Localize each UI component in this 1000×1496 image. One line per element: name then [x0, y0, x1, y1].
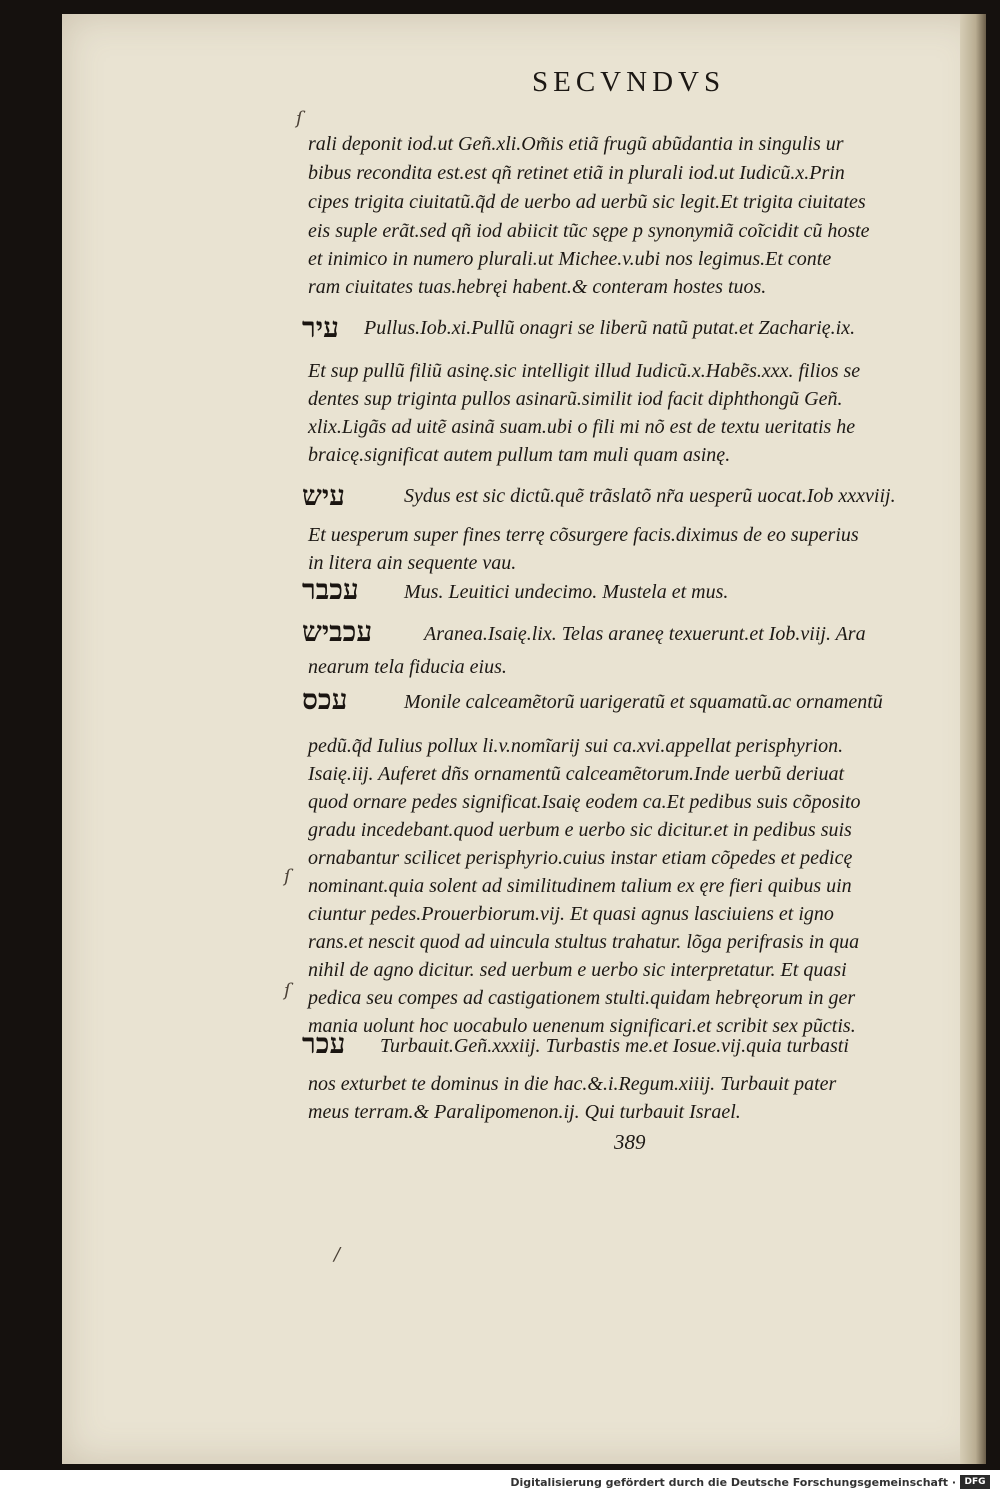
hebrew-headword: עכבר	[302, 573, 359, 606]
text-line: ram ciuitates tuas.hebręi habent.& conteram hostes tuos.	[308, 276, 767, 298]
dfg-logo: DFG	[960, 1475, 990, 1489]
hebrew-headword: עיש	[302, 479, 346, 512]
text-line: nearum tela fiducia eius.	[308, 656, 507, 678]
text-line: in litera ain sequente vau.	[308, 552, 517, 574]
text-line: gradu incedebant.quod uerbum e uerbo sic dicitur.et in pedibus suis	[308, 819, 852, 841]
text-line: dentes sup triginta pullos asinarũ.similit iod facit diphthongũ Geñ.	[308, 388, 843, 410]
hebrew-headword: עכר	[302, 1027, 346, 1060]
text-line: Isaię.iij. Auferet dñs ornamentũ calceamẽtorum.Inde uerbũ deriuat	[308, 763, 845, 785]
ink-mark: ſ	[296, 108, 303, 129]
text-line: nos exturbet te dominus in die hac.&.i.Regum.xiiij. Turbauit pater	[308, 1073, 837, 1095]
ink-mark: ſ	[284, 866, 291, 887]
text-line: nihil de agno dicitur. sed uerbum e uerbo sic interpretatur. Et quasi	[308, 959, 847, 981]
footer-bar	[0, 1470, 1000, 1496]
entry-first-line: Turbauit.Geñ.xxxiij. Turbastis me.et Iosue.vij.quia turbasti	[380, 1035, 849, 1057]
text-line: pedica seu compes ad castigationem stulti.quidam hebręorum in ger	[308, 987, 856, 1009]
page-edge	[960, 14, 986, 1464]
entry-first-line: Aranea.Isaię.lix. Telas araneę texuerunt.et Iob.viij. Ara	[424, 623, 866, 645]
entry-first-line: Monile calceamẽtorũ uarigeratũ et squamatũ.ac ornamentũ	[404, 691, 883, 713]
text-line: cipes trigita ciuitatũ.q̃d de uerbo ad uerbũ sic legit.Et trigita ciuitates	[308, 191, 866, 213]
text-line: pedũ.q̃d Iulius pollux li.v.nomĩarij sui ca.xvi.appellat perisphyrion.	[308, 735, 844, 757]
hebrew-headword: עיר	[302, 311, 339, 344]
text-line: mania uolunt hoc uocabulo uenenum significari.et scribit sex pũctis.	[308, 1015, 856, 1037]
entry-first-line: Mus. Leuitici undecimo. Mustela et mus.	[404, 581, 729, 603]
hebrew-headword: עכביש	[302, 615, 373, 648]
text-line: rans.et nescit quod ad uincula stultus trahatur. lõga perifrasis in qua	[308, 931, 860, 953]
text-line: ornabantur scilicet perisphyrio.cuius instar etiam cõpedes et pedicę	[308, 847, 853, 869]
footer-credit: Digitalisierung gefördert durch die Deutsche Forschungsgemeinschaft ·	[510, 1476, 956, 1489]
text-line: quod ornare pedes significat.Isaię eodem ca.Et pedibus suis cõposito	[308, 791, 861, 813]
entry-first-line: Sydus est sic dictũ.quẽ trãslatõ nr̃a uesperũ uocat.Iob xxxviij.	[404, 485, 896, 507]
text-line: et inimico in numero plurali.ut Michee.v.ubi nos legimus.Et conte	[308, 248, 832, 270]
text-line: braicę.significat autem pullum tam muli quam asinę.	[308, 444, 731, 466]
text-line: meus terram.& Paralipomenon.ij. Qui turbauit Israel.	[308, 1101, 741, 1123]
text-line: rali deponit iod.ut Geñ.xli.Om̃is etiã frugũ abũdantia in singulis ur	[308, 133, 844, 155]
text-line: xlix.Ligãs ad uitẽ asinã suam.ubi o fili mi nõ est de textu ueritatis he	[308, 416, 856, 438]
ink-mark: ſ	[284, 980, 291, 1001]
ink-mark: /	[334, 1244, 341, 1265]
text-line: Et sup pullũ filiũ asinę.sic intelligit illud Iudicũ.x.Habẽs.xxx. filios se	[308, 360, 861, 382]
folio-number: 389	[614, 1130, 646, 1154]
text-line: nominant.quia solent ad similitudinem talium ex ęre fieri quibus uin	[308, 875, 852, 897]
text-line: ciuntur pedes.Prouerbiorum.vij. Et quasi agnus lasciuiens et igno	[308, 903, 834, 925]
text-line: bibus recondita est.est qñ retinet etiã in plurali iod.ut Iudicũ.x.Prin	[308, 162, 845, 184]
text-line: Et uesperum super fines terrę cõsurgere facis.diximus de eo superius	[308, 524, 859, 546]
running-head: SECVNDVS	[532, 66, 726, 98]
text-line: eis suple erãt.sed qñ iod abiicit tũc sępe p synonymiã coĩcidit cũ hoste	[308, 220, 870, 242]
hebrew-headword: עכס	[302, 683, 348, 716]
entry-first-line: Pullus.Iob.xi.Pullũ onagri se liberũ natũ putat.et Zacharię.ix.	[364, 317, 856, 339]
